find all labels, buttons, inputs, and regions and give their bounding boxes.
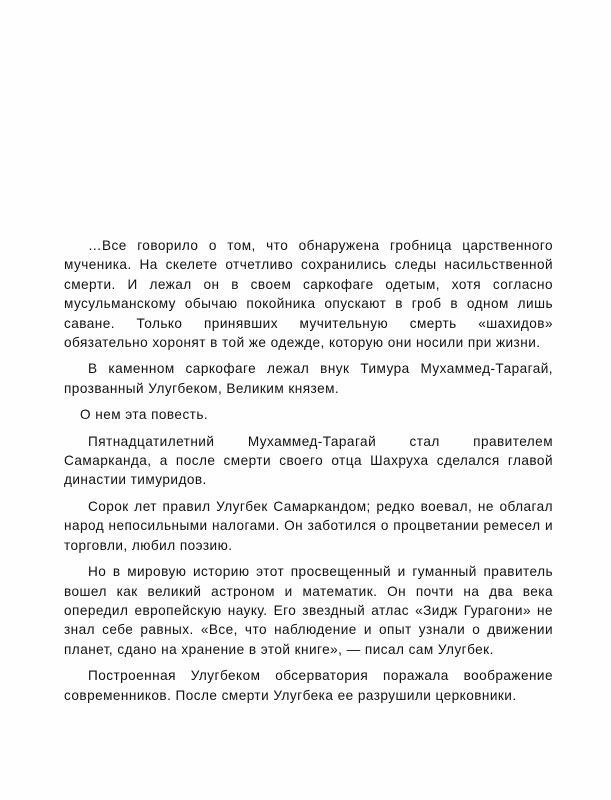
paragraph: Сорок лет правил Улугбек Самаркандом; редко воевал, не облагал народ непосильными налогами. Он заботился о процветании ремесел и торговли, любил поэзию. [64,498,553,553]
paragraph: Пятнадцатилетний Мухаммед-Тарагай стал правителем Самарканда, а после смерти своего отца Шахруха сделался главой династии тимуридов. [64,433,553,488]
paragraph: …Все говорило о том, что обнаружена гробница царственного мученика. На скелете отчетливо сохранились следы насильственной смерти. И лежал он в своем саркофаге одетым, хотя согласно мусульманскому обычаю покойника опускают в гроб в одном лишь саване. Только принявших мучительную смерть «шахидов» обязательно хоронят в той же одежде, которую они носили при жизни. [64,238,553,351]
body-text [64,236,553,712]
paragraph: О нем эта повесть. [80,407,209,423]
paragraph: В каменном саркофаге лежал внук Тимура Мухаммед-Тарагай, прозванный Улугбеком, Великим князем. [64,361,553,396]
paragraph: Построенная Улугбеком обсерватория поражала воображение современников. После смерти Улугбека ее разрушили церковники. [64,668,553,703]
paragraph: Но в мировую историю этот просвещенный и гуманный правитель вошел как великий астроном и математик. Он почти на два века опередил европейскую науку. Его звездный атлас «Зидж Гурагони» не знал себе равных. «Все, что наблюдение и опыт узнали о движении планет, сдано на хранение в этой книге», — писал сам Улугбек. [64,564,553,657]
